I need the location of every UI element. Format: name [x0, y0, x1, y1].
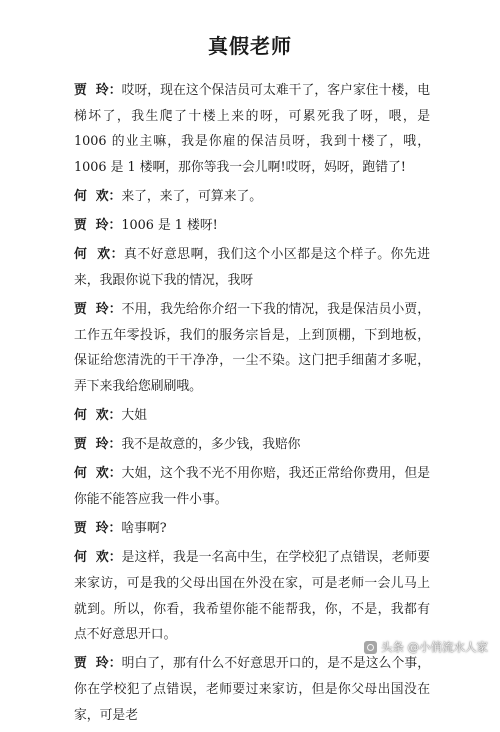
dialogue-line [74, 651, 430, 728]
speaker-colon: ： [108, 218, 122, 234]
dialogue-text: 啥事啊? [121, 521, 167, 537]
dialogue-line [74, 297, 430, 399]
speaker-name: 何 欢 [74, 466, 109, 482]
dialogue-line [74, 213, 430, 239]
dialogue-text: 明白了，那有什么不好意思开口的，是不是这么个事，你在学校犯了点错误，老师要过来家访，但是你父母出国没在家，可是老 [74, 656, 431, 723]
speaker-colon: ： [108, 466, 122, 482]
speaker-name: 何 欢 [74, 247, 111, 263]
dialogue-text: 1006 是 1 楼呀! [121, 218, 218, 234]
speaker-colon: ： [108, 550, 122, 566]
dialogue-text: 来了，来了，可算来了。 [121, 188, 263, 204]
dialogue-line [74, 432, 430, 458]
watermark-text: 头条 @小俏流水人家 [380, 640, 488, 654]
speaker-name: 贾 玲 [74, 437, 109, 453]
dialogue-text: 大姐，这个我不光不用你赔，我还正常给你费用，但是你能不能答应我一件小事。 [74, 466, 431, 508]
speaker-name: 贾 玲 [74, 83, 109, 98]
speaker-colon: ： [108, 521, 122, 537]
speaker-name: 何 欢 [74, 188, 109, 204]
dialogue-line [74, 403, 430, 429]
speaker-name: 贾 玲 [74, 656, 109, 672]
speaker-name: 贾 玲 [74, 302, 109, 318]
dialogue-text: 哎呀，现在这个保洁员可太难干了，客户家住十楼，电梯坏了，我生爬了十楼上来的呀，可累死我了呀，喂，是 1006 的业主嘛，我是你雇的保洁员呀，我到十楼了，哦，1006 是 1 楼啊，那你等我一会儿啊!哎呀，妈呀，跑错了! [74, 83, 431, 175]
speaker-colon: ： [108, 83, 122, 98]
speaker-name: 何 欢 [74, 550, 109, 566]
dialogue-text: 不用，我先给你介绍一下我的情况，我是保洁员小贾，工作五年零投诉，我们的服务宗旨是，上到顶棚，下到地板，保证给您清洗的干干净净，一尘不染。这门把手细菌才多呢，弄下来我给您刷刷哦。 [74, 302, 431, 394]
speaker-colon: ： [110, 247, 124, 263]
dialogue-text: 真不好意思啊，我们这个小区都是这个样子。你先进来，我跟你说下我的情况，我呀 [74, 247, 431, 288]
speaker-name: 贾 玲 [74, 218, 109, 234]
toutiao-icon [364, 641, 377, 654]
speaker-name: 何 欢 [74, 408, 109, 424]
watermark [364, 639, 488, 655]
dialogue-text: 大姐 [121, 408, 147, 424]
dialogue-text: 是这样，我是一名高中生，在学校犯了点错误，老师要来家访，可是我的父母出国在外没在家，可是老师一会儿马上就到。所以，你看，我希望你能不能帮我，你，不是，我都有点不好意思开口。 [74, 550, 431, 643]
speaker-colon: ： [108, 408, 122, 424]
dialogue-line [74, 242, 430, 293]
dialogue-line [74, 545, 430, 647]
speaker-name: 贾 玲 [74, 521, 109, 537]
speaker-colon: ： [108, 188, 122, 204]
dialogue-line [74, 516, 430, 542]
script-body [74, 78, 430, 732]
dialogue-text: 我不是故意的，多少钱，我赔你 [121, 437, 301, 453]
dialogue-line [74, 461, 430, 512]
dialogue-line [74, 78, 430, 180]
document-title: 真假老师 [208, 34, 292, 58]
dialogue-line [74, 184, 430, 210]
speaker-colon: ： [108, 437, 122, 453]
speaker-colon: ： [108, 302, 122, 318]
speaker-colon: ： [108, 656, 122, 672]
